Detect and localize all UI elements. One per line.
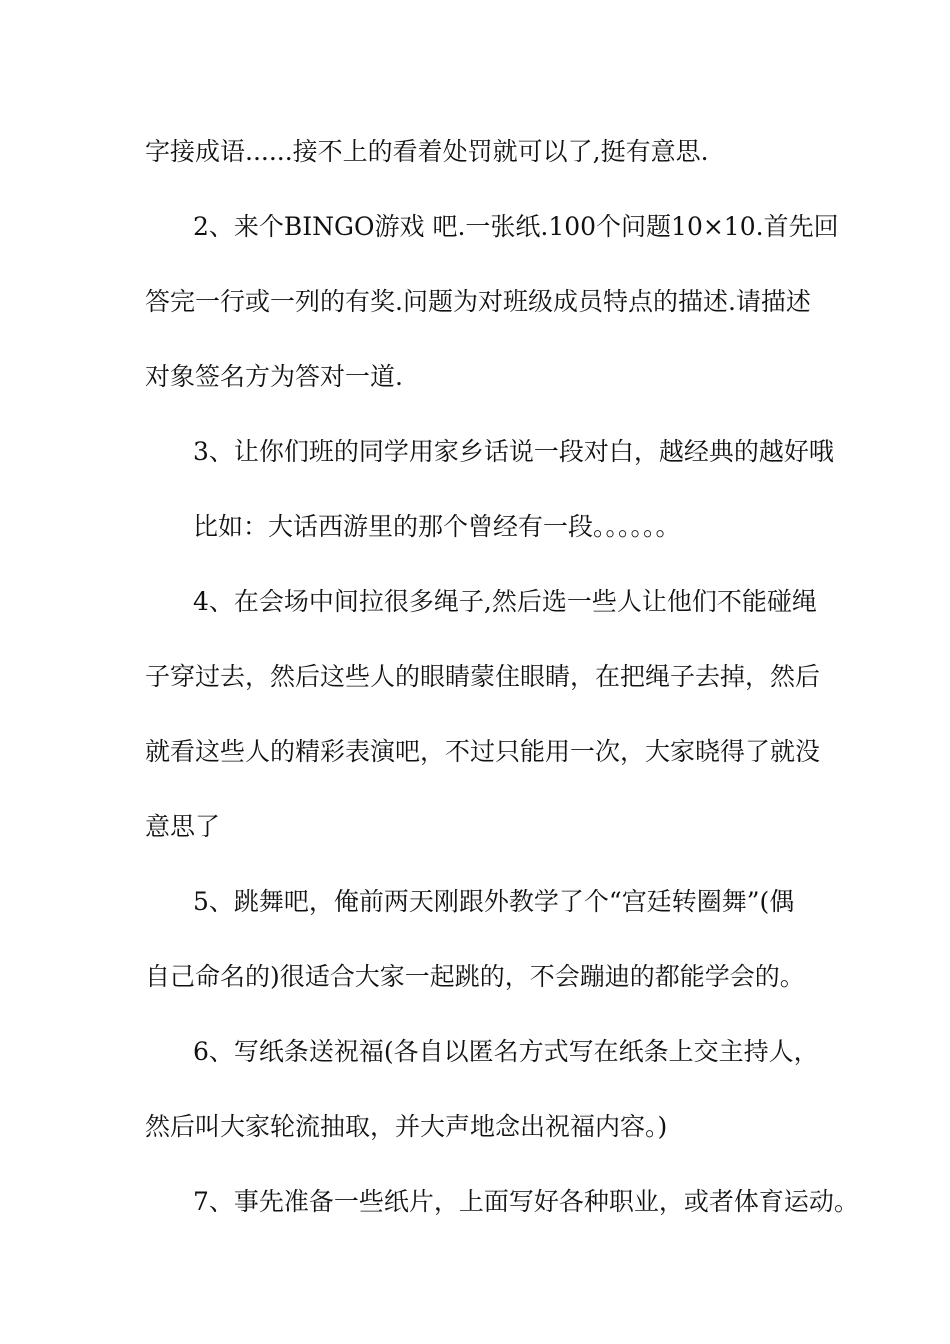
text-line: 3、让你们班的同学用家乡话说一段对白，越经典的越好哦: [193, 437, 834, 466]
text-line: 比如：大话西游里的那个曾经有一段。。。。。。: [193, 512, 681, 541]
text-line: 子穿过去，然后这些人的眼睛蒙住眼睛，在把绳子去掉，然后: [145, 662, 821, 691]
text-line: 4、在会场中间拉很多绳子,然后选一些人让他们不能碰绳: [193, 587, 817, 616]
text-line: 意思了: [145, 812, 221, 841]
text-line: 5、跳舞吧，俺前两天刚跟外教学了个“宫廷转圈舞”(偶: [193, 887, 795, 916]
document-body: [145, 122, 859, 1247]
text-line: 就看这些人的精彩表演吧，不过只能用一次，大家晓得了就没: [145, 737, 821, 766]
text-line: 答完一行或一列的有奖.问题为对班级成员特点的描述.请描述: [145, 287, 811, 316]
text-line: 对象签名方为答对一道.: [145, 362, 403, 391]
text-line: 6、写纸条送祝福(各自以匿名方式写在纸条上交主持人，: [193, 1037, 819, 1066]
text-line: 2、来个BINGO游戏 吧.一张纸.100个问题10×10.首先回: [193, 212, 839, 241]
text-line: 字接成语......接不上的看着处罚就可以了,挺有意思.: [145, 137, 709, 166]
text-line: 自己命名的)很适合大家一起跳的，不会蹦迪的都能学会的。: [145, 962, 805, 991]
text-line: 然后叫大家轮流抽取，并大声地念出祝福内容。): [145, 1112, 668, 1141]
text-line: 7、事先准备一些纸片，上面写好各种职业，或者体育运动。: [193, 1187, 859, 1216]
